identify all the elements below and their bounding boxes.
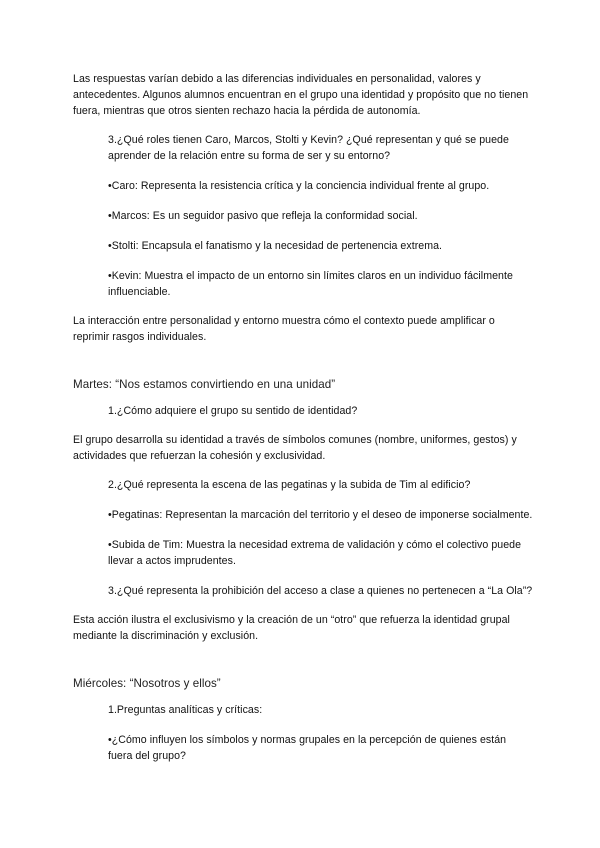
intro-answer-paragraph: Las respuestas varían debido a las diferencias individuales en personalidad, valores y antecedentes. Algunos alumnos encuentran en el grupo una identidad y propósito que no tienen fuera, mientras que otros sienten rechazo hacia la pérdida de autonomía. (73, 73, 529, 117)
section-title-miercoles: Miércoles: “Nosotros y ellos” (73, 677, 221, 690)
question-3-roles: 3.¿Qué roles tienen Caro, Marcos, Stolti y Kevin? ¿Qué representan y qué se puede aprender de la relación entre su forma de ser y su entorno? (108, 134, 509, 162)
document-page (73, 71, 533, 764)
martes-answer-1: El grupo desarrolla su identidad a través de símbolos comunes (nombre, uniformes, gestos) y actividades que refuerzan la cohesión y exclusividad. (73, 434, 517, 462)
miercoles-question-1: 1.Preguntas analíticas y críticas: (108, 704, 263, 716)
section-title-martes: Martes: “Nos estamos convirtiendo en una unidad” (73, 378, 336, 391)
martes-question-1: 1.¿Cómo adquiere el grupo su sentido de identidad? (108, 405, 358, 417)
miercoles-bullet-1: •¿Cómo influyen los símbolos y normas grupales en la percepción de quienes están fuera del grupo? (108, 734, 507, 762)
role-caro: •Caro: Representa la resistencia crítica y la conciencia individual frente al grupo. (108, 180, 490, 192)
martes-bullet-tim: •Subida de Tim: Muestra la necesidad extrema de validación y cómo el colectivo puede llevar a actos imprudentes. (108, 539, 522, 567)
roles-conclusion-paragraph: La interacción entre personalidad y entorno muestra cómo el contexto puede amplificar o reprimir rasgos individuales. (73, 315, 495, 343)
role-stolti: •Stolti: Encapsula el fanatismo y la necesidad de pertenencia extrema. (108, 240, 443, 252)
role-kevin: •Kevin: Muestra el impacto de un entorno sin límites claros en un individuo fácilmente influenciable. (108, 270, 513, 298)
martes-question-2: 2.¿Qué representa la escena de las pegatinas y la subida de Tim al edificio? (108, 479, 471, 491)
role-marcos: •Marcos: Es un seguidor pasivo que refleja la conformidad social. (108, 210, 418, 222)
martes-answer-3: Esta acción ilustra el exclusivismo y la creación de un “otro” que refuerza la identidad grupal mediante la discriminación y exclusión. (73, 614, 510, 642)
martes-question-3: 3.¿Qué representa la prohibición del acceso a clase a quienes no pertenecen a “La Ola”? (108, 585, 533, 597)
martes-bullet-pegatinas: •Pegatinas: Representan la marcación del territorio y el deseo de imponerse socialmente. (108, 509, 533, 521)
